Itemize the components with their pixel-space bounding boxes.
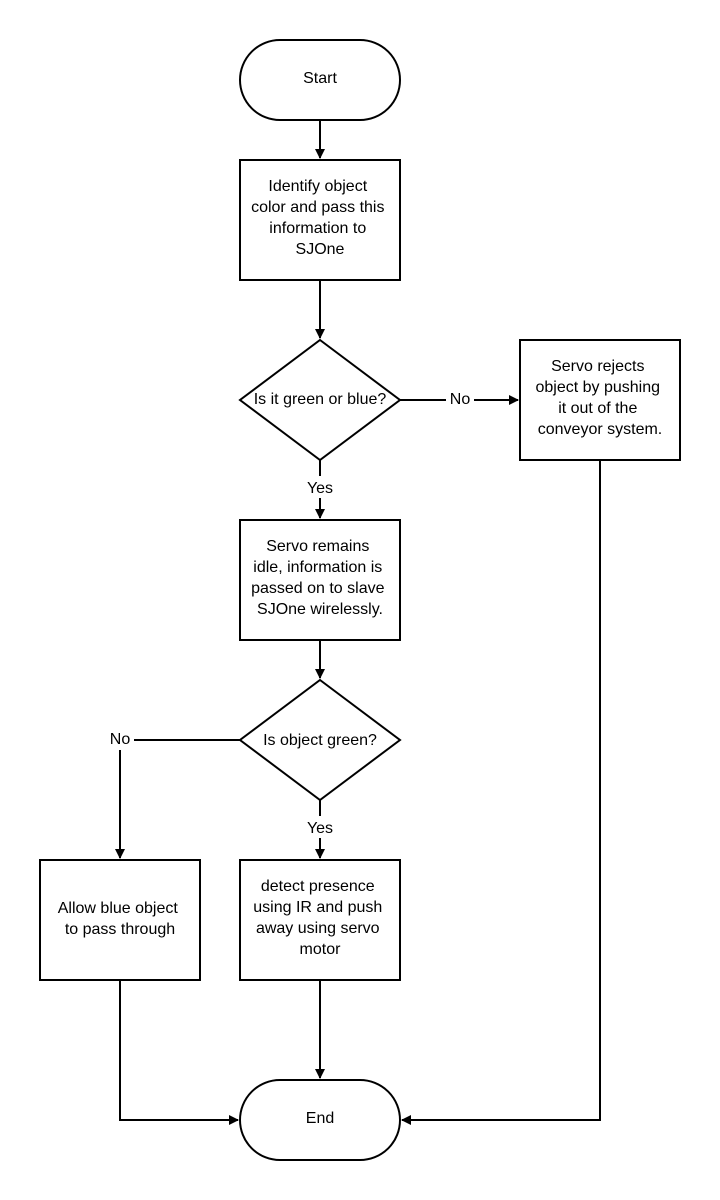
svg-text:detect presence using IR: detect presence using IR and push away using servo motor <box>253 878 383 958</box>
svg-text:Start: Start <box>303 70 337 87</box>
decision-object-green <box>240 680 400 800</box>
decision-green-or-blue <box>240 340 400 460</box>
svg-text:End: End <box>305 1110 335 1127</box>
edge-decision-green-no-to-allow-blue <box>120 740 240 858</box>
svg-text:Identify object color an: Identify object color and pass this information to SJOne <box>251 178 385 258</box>
svg-text:Allow blue object to pas: Allow blue object to pass through <box>57 900 178 938</box>
svg-text:Is it green or blue?: Is it green or blue? <box>253 391 387 408</box>
servo-rejects-process <box>520 340 680 460</box>
svg-text:Yes: Yes <box>306 480 334 497</box>
edge-label-yes-2 <box>302 816 338 838</box>
edge-label-no-2 <box>106 728 134 750</box>
edge-servo-rejects-to-end <box>402 460 600 1120</box>
identify-process <box>240 160 400 280</box>
svg-text:Servo rejects object by: Servo rejects object by pushing it out of the conveyor system. <box>535 358 663 438</box>
edge-label-no-1 <box>446 388 474 410</box>
svg-text:No: No <box>449 391 471 408</box>
start-terminal <box>240 40 400 120</box>
svg-text:Servo remains idle, info: Servo remains idle, information is passed on to slave SJOne wirelessly. <box>251 538 385 618</box>
svg-text:Yes: Yes <box>306 820 334 837</box>
edge-label-yes-1 <box>302 476 338 498</box>
detect-push-process <box>240 860 400 980</box>
end-terminal <box>240 1080 400 1160</box>
allow-blue-process <box>40 860 200 980</box>
servo-idle-process <box>240 520 400 640</box>
svg-text:No: No <box>109 731 131 748</box>
svg-text:Is object green?: Is object green? <box>263 732 377 749</box>
edge-allow-blue-to-end <box>120 980 238 1120</box>
